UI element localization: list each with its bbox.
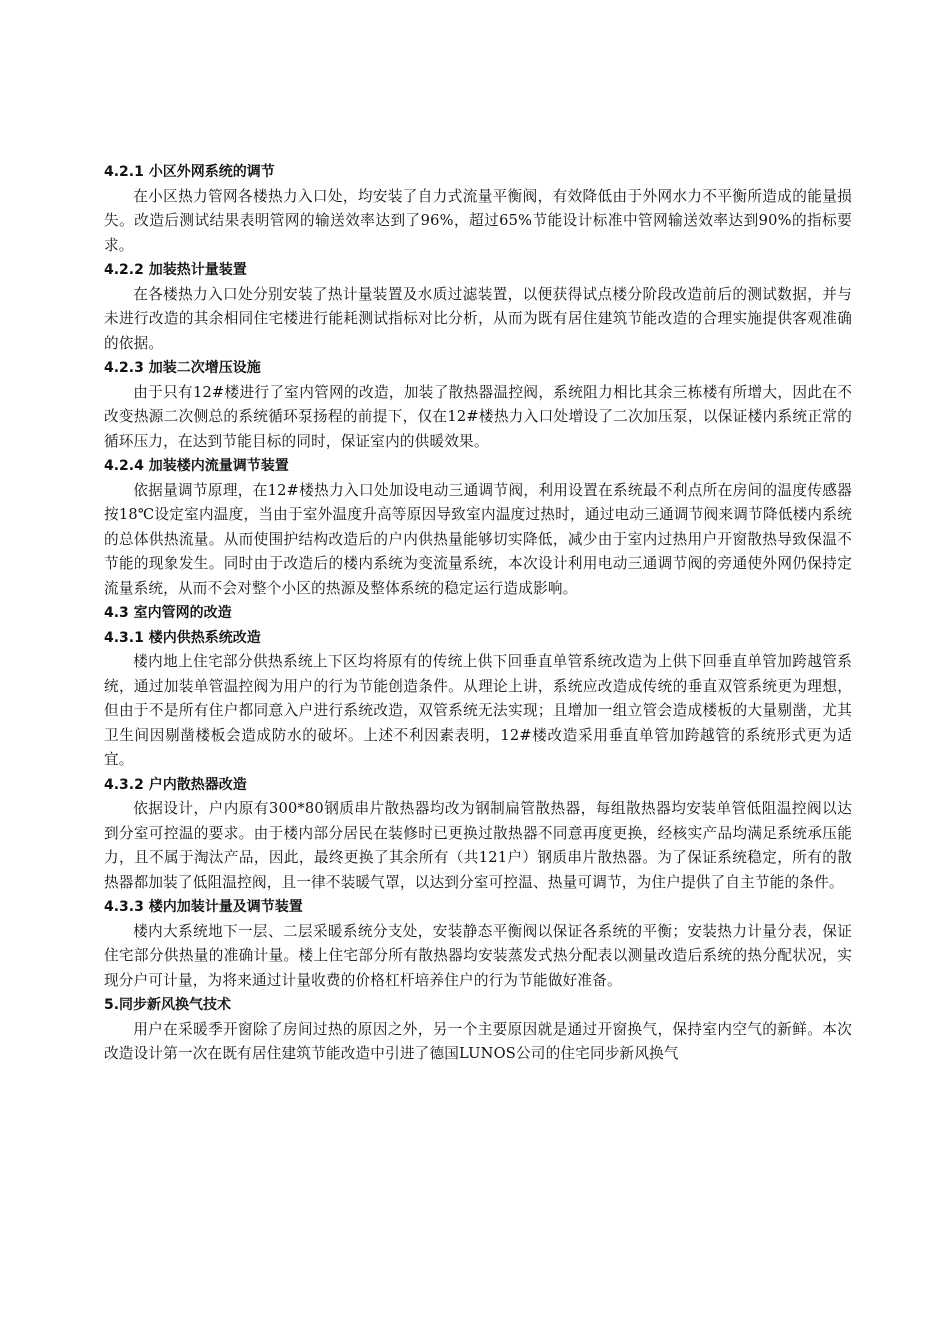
section-heading-4-2-2: 4.2.2 加装热计量装置 (104, 262, 247, 278)
section-heading-4-3-3: 4.3.3 楼内加装计量及调节装置 (104, 899, 303, 915)
document-page (104, 160, 852, 1067)
section-heading-4-3-2: 4.3.2 户内散热器改造 (104, 776, 247, 793)
section-body-4-3-3: 楼内大系统地下一层、二层采暖系统分支处，安装静态平衡阀以保证各系统的平衡；安装热力计量分表，保证住宅部分供热量的准确计量。楼上住宅部分所有散热器均安装蒸发式热分配表以测量改造后系统的热分配状况，实现分户可计量，为将来通过计量收费的价格杠杆培养住户的行为节能做好准备。 (104, 922, 852, 989)
section-heading-4-3: 4.3 室内管网的改造 (104, 605, 232, 621)
section-body-4-2-3: 由于只有12#楼进行了室内管网的改造，加装了散热器温控阀，系统阻力相比其余三栋楼有所增大，因此在不改变热源二次侧总的系统循环泵扬程的前提下，仅在12#楼热力入口处增设了二次加压泵，以保证楼内系统正常的循环压力，在达到节能目标的同时，保证室内的供暖效果。 (104, 383, 852, 450)
section-heading-4-2-1: 4.2.1 小区外网系统的调节 (104, 164, 275, 180)
section-body-5: 用户在采暖季开窗除了房间过热的原因之外，另一个主要原因就是通过开窗换气，保持室内空气的新鲜。本次改造设计第一次在既有居住建筑节能改造中引进了德国LUNOS公司的住宅同步新风换气 (104, 1020, 852, 1062)
section-body-4-2-2: 在各楼热力入口处分别安装了热计量装置及水质过滤装置，以便获得试点楼分阶段改造前后的测试数据，并与未进行改造的其余相同住宅楼进行能耗测试指标对比分析，从而为既有居住建筑节能改造的合理实施提供客观准确的依据。 (104, 285, 852, 352)
section-body-4-3-1: 楼内地上住宅部分供热系统上下区均将原有的传统上供下回垂直单管系统改造为上供下回垂直单管加跨越管系统，通过加装单管温控阀为用户的行为节能创造条件。从理论上讲，系统应改造成传统的垂直双管系统更为理想，但由于不是所有住户都同意入户进行系统改造，双管系统无法实现；且增加一组立管会造成楼板的大量剔凿，尤其卫生间因剔凿楼板会造成防水的破坏。上述不利因素表明，12#楼改造采用垂直单管加跨越管的系统形式更为适宜。 (104, 653, 852, 768)
section-heading-4-2-4: 4.2.4 加装楼内流量调节装置 (104, 458, 289, 474)
section-body-4-2-1: 在小区热力管网各楼热力入口处，均安装了自力式流量平衡阀，有效降低由于外网水力不平衡所造成的能量损失。改造后测试结果表明管网的输送效率达到了96%，超过65%节能设计标准中管网输送效率达到90%的指标要求。 (104, 187, 852, 254)
section-heading-4-3-1: 4.3.1 楼内供热系统改造 (104, 629, 261, 646)
section-body-4-2-4: 依据量调节原理，在12#楼热力入口处加设电动三通调节阀，利用设置在系统最不利点所在房间的温度传感器按18℃设定室内温度，当由于室外温度升高等原因导致室内温度过热时，通过电动三通调节阀来调节降低楼内系统的总体供热流量。从而使围护结构改造后的户内供热量能够切实降低，减少由于室内过热用户开窗散热导致保温不节能的现象发生。同时由于改造后的楼内系统为变流量系统，本次设计利用电动三通调节阀的旁通使外网仍保持定流量系统，从而不会对整个小区的热源及整体系统的稳定运行造成影响。 (104, 481, 852, 597)
section-heading-4-2-3: 4.2.3 加装二次增压设施 (104, 360, 261, 376)
section-heading-5: 5.同步新风换气技术 (104, 997, 232, 1013)
section-body-4-3-2: 依据设计，户内原有300*80钢质串片散热器均改为钢制扁管散热器，每组散热器均安装单管低阻温控阀以达到分室可控温的要求。由于楼内部分居民在装修时已更换过散热器不同意再度更换，经核实产品均满足系统承压能力，且不属于淘汰产品，因此，最终更换了其余所有（共121户）钢质串片散热器。为了保证系统稳定，所有的散热器都加装了低阻温控阀，且一律不装暖气罩，以达到分室可控温、热量可调节，为住户提供了自主节能的条件。 (104, 800, 852, 891)
